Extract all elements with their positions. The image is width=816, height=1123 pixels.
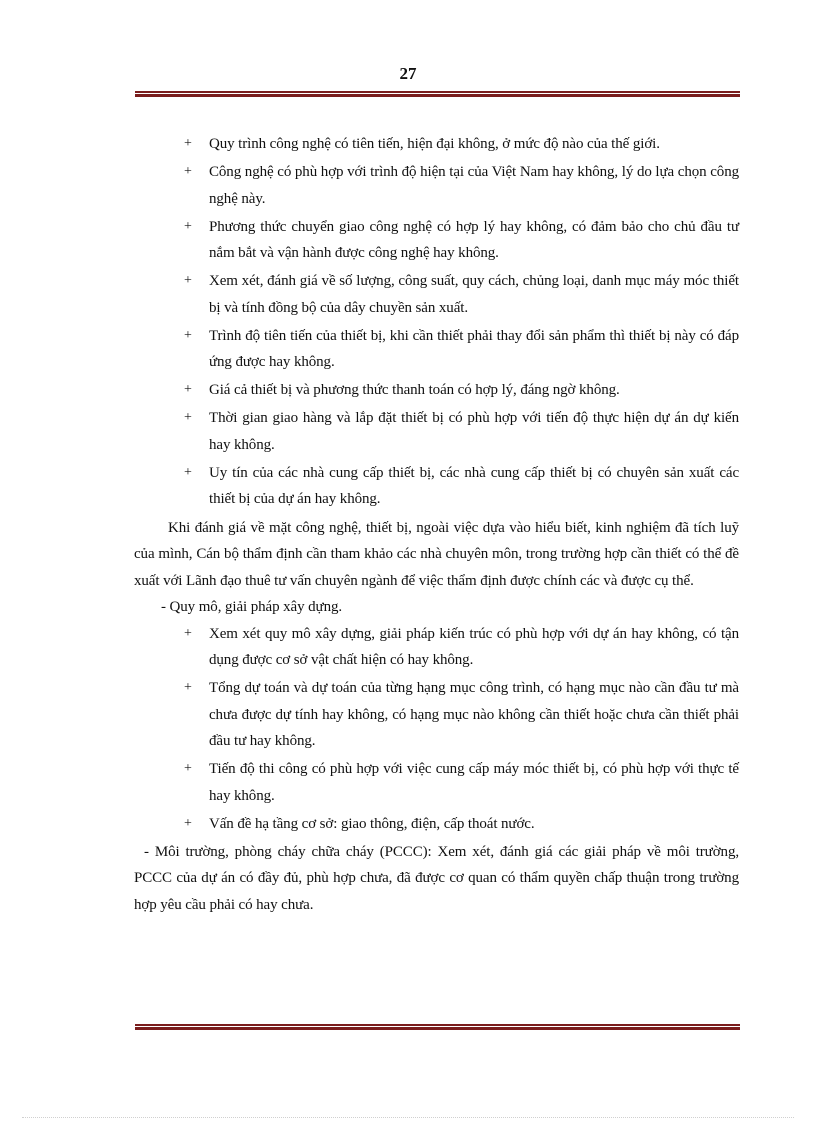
plus-bullet-icon: + [184, 273, 192, 288]
list-item [184, 675, 739, 755]
list-item-text: Phương thức chuyển giao công nghệ có hợp lý hay không, có đảm bảo cho chủ đầu tư nắm bắt và vận hành được công nghệ hay không. [209, 218, 739, 261]
list-item [184, 323, 739, 376]
list-item-text: Trình độ tiên tiến của thiết bị, khi cần thiết phải thay đổi sản phẩm thì thiết bị này có đáp ứng được hay không. [209, 327, 739, 370]
plus-bullet-icon: + [184, 815, 192, 831]
technology-criteria-list [134, 131, 739, 513]
plus-bullet-icon: + [184, 382, 192, 397]
list-item [184, 811, 739, 838]
header-rule [135, 91, 740, 97]
list-item-text: Uy tín của các nhà cung cấp thiết bị, các nhà cung cấp thiết bị có chuyên sản xuất các thiết bị của dự án hay không. [209, 464, 739, 507]
list-item-text: Công nghệ có phù hợp với trình độ hiện tại của Việt Nam hay không, lý do lựa chọn công nghệ này. [209, 164, 739, 207]
list-item-text: Vấn đề hạ tầng cơ sở: giao thông, điện, cấp thoát nước. [209, 815, 535, 832]
plus-bullet-icon: + [184, 680, 192, 695]
footer-rule [135, 1024, 740, 1030]
list-item [184, 268, 739, 321]
list-item [184, 214, 739, 267]
list-item-text: Xem xét, đánh giá về số lượng, công suất, quy cách, chủng loại, danh mục máy móc thiết bị và tính đồng bộ của dây chuyền sản xuất. [209, 273, 739, 316]
list-item-text: Thời gian giao hàng và lắp đặt thiết bị có phù hợp với tiến độ thực hiện dự án dự kiến hay không. [209, 410, 739, 453]
plus-bullet-icon: + [184, 164, 192, 179]
plus-bullet-icon: + [184, 625, 192, 641]
page-number: 27 [399, 64, 417, 83]
plus-bullet-icon: + [184, 464, 192, 480]
plus-bullet-icon: + [184, 218, 192, 234]
list-item-text: Tổng dự toán và dự toán của từng hạng mục công trình, có hạng mục nào cần đầu tư mà chưa được dự tính hay không, có hạng mục nào không cần thiết hoặc chưa cần thiết phải đầu tư hay không. [209, 680, 739, 749]
plus-bullet-icon: + [184, 136, 192, 151]
list-item [184, 621, 739, 674]
section-heading-construction: - Quy mô, giải pháp xây dựng. [161, 599, 343, 615]
list-item [184, 131, 739, 158]
list-item [184, 159, 739, 212]
list-item [184, 756, 739, 809]
list-item-text: Xem xét quy mô xây dựng, giải pháp kiến trúc có phù hợp với dự án hay không, có tận dụng được cơ sở vật chất hiện có hay không. [209, 625, 739, 668]
list-item [184, 405, 739, 458]
construction-criteria-list [134, 621, 739, 838]
plus-bullet-icon: + [184, 761, 192, 776]
list-item-text: Quy trình công nghệ có tiên tiến, hiện đại không, ở mức độ nào của thế giới. [209, 136, 660, 152]
list-item [184, 460, 739, 513]
list-item-text: Giá cả thiết bị và phương thức thanh toán có hợp lý, đáng ngờ không. [209, 382, 620, 398]
plus-bullet-icon: + [184, 410, 192, 425]
page-content [134, 131, 739, 918]
assessment-paragraph: Khi đánh giá về mặt công nghệ, thiết bị, ngoài việc dựa vào hiểu biết, kinh nghiệm đã tích luỹ của mình, Cán bộ thẩm định cần tham khảo các nhà chuyên môn, trong trường hợp cần thiết có thể đề xuất với Lãnh đạo thuê tư vấn chuyên ngành để việc thẩm định được chính các và được cụ thể. [134, 519, 739, 589]
plus-bullet-icon: + [184, 327, 192, 343]
list-item [184, 377, 739, 404]
environment-paragraph: - Môi trường, phòng cháy chữa cháy (PCCC): Xem xét, đánh giá các giải pháp về môi trường, PCCC của dự án có đầy đủ, phù hợp chưa, đã được cơ quan có thẩm quyền chấp thuận trong trường hợp yêu cầu phải có hay chưa. [134, 843, 739, 913]
list-item-text: Tiến độ thi công có phù hợp với việc cung cấp máy móc thiết bị, có phù hợp với thực tế hay không. [209, 761, 739, 804]
page-edge-divider [22, 1117, 794, 1118]
